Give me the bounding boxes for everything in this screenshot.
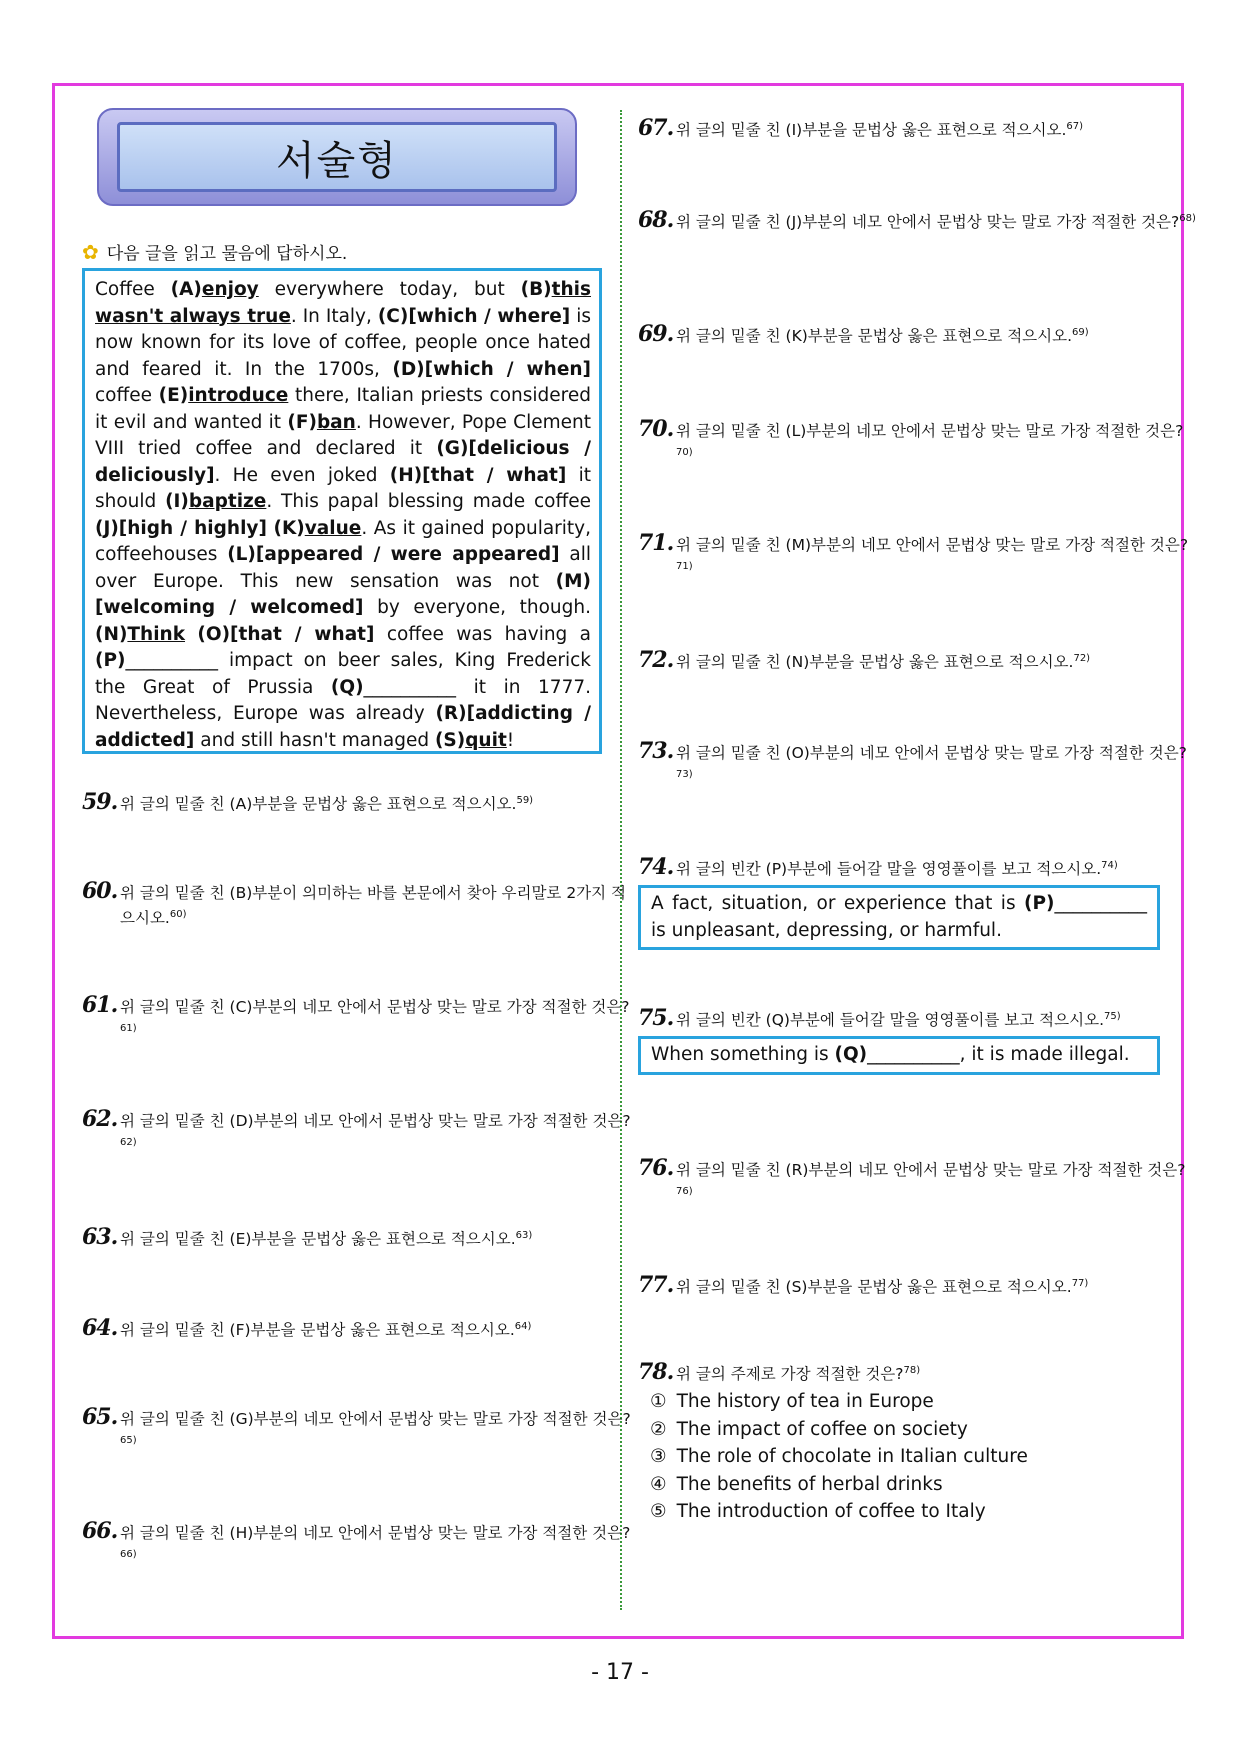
passage-segment: all over Europe. This new sensation was not [95,544,592,592]
passage-segment: introduce [188,385,289,406]
passage-segment: . As it gained popularity, coffeehouses [95,517,591,565]
passage-segment: . In Italy, [290,305,378,327]
passage-segment: everywhere today, but [258,279,521,300]
question-text: 위 글의 밑줄 친 (I)부분을 문법상 옳은 표현으로 적으시오. [676,121,1067,140]
question-number: 63. [82,1224,118,1251]
question-number: 60. [82,878,118,904]
question-text: 위 글의 밑줄 친 (A)부분을 문법상 옳은 표현으로 적으시오. [120,795,517,814]
option[interactable] [650,1416,1028,1444]
question-69 [638,322,1198,347]
definition-text: __________ is unpleasant, depressing, or harmful. [651,893,1147,941]
definition-text: A fact, situation, or experience that is [651,893,1025,914]
question-number: 77. [638,1272,674,1299]
question-text: 위 글의 밑줄 친 (E)부분을 문법상 옳은 표현으로 적으시오. [120,1230,516,1249]
question-text: 위 글의 밑줄 친 (R)부분의 네모 안에서 문법상 맞는 말로 가장 적절한 것은? [676,1161,1186,1179]
passage-segment: . This papal blessing made coffee [266,491,591,512]
page-number: - 17 - [591,1660,649,1685]
option-mark: ① [650,1391,667,1412]
option-mark: ⑤ [650,1501,667,1522]
question-number: 62. [82,1106,118,1132]
passage-segment: enjoy [201,279,259,300]
passage-segment: is now known for its love of coffee, people once hated and feared it. In the 1700s, [95,305,591,380]
question-71 [638,532,1198,581]
column-divider [620,110,622,1610]
question-text: 위 글의 밑줄 친 (O)부분의 네모 안에서 문법상 맞는 말로 가장 적절한 것은? [676,744,1187,762]
question-75 [638,1006,1198,1031]
blank-label: (Q) [834,1044,868,1065]
footnote-ref: 60) [169,909,187,920]
question-64 [82,1316,640,1341]
question-text: 위 글의 밑줄 친 (C)부분의 네모 안에서 문법상 맞는 말로 가장 적절한 것은? [120,998,630,1016]
question-text: 위 글의 밑줄 친 (K)부분을 문법상 옳은 표현으로 적으시오. [676,327,1073,346]
passage-segment: coffee was having a [374,623,591,645]
section-banner [97,108,577,206]
question-62 [82,1108,640,1157]
question-67 [638,116,1198,141]
question-text: 위 글의 빈칸 (P)부분에 들어갈 말을 영영풀이를 보고 적으시오. [676,860,1102,879]
option[interactable] [650,1388,1028,1416]
passage-segment: (E) [158,385,189,406]
question-number: 72. [638,647,674,674]
footnote-ref: 74) [1101,860,1118,871]
passage-segment: (B) [520,279,552,300]
reading-passage [82,268,602,754]
footnote-ref: 75) [1104,1011,1121,1022]
question-text: 위 글의 밑줄 친 (N)부분을 문법상 옳은 표현으로 적으시오. [676,653,1074,672]
question-number: 61. [82,992,118,1018]
passage-segment [185,624,197,645]
footnote-ref: 69) [1072,327,1089,338]
passage-segment: Think [127,623,186,645]
question-60 [82,880,640,929]
question-number: 71. [638,530,674,556]
question-70 [638,418,1198,467]
passage-segment: there, Italian priests considered it evil and wanted it [95,385,591,433]
passage-segment: (F) [287,411,317,433]
option-text: The history of tea in Europe [676,1391,934,1412]
question-63 [82,1225,640,1250]
passage-segment: ! [506,729,515,751]
option-text: The role of chocolate in Italian culture [676,1446,1028,1467]
question-number: 73. [638,738,674,764]
option-text: The introduction of coffee to Italy [676,1501,986,1522]
question-text: 위 글의 밑줄 친 (B)부분이 의미하는 바를 본문에서 찾아 우리말로 2가지 적으시오. [120,884,627,928]
question-text: 위 글의 빈칸 (Q)부분에 들어갈 말을 영영풀이를 보고 적으시오. [676,1011,1104,1030]
question-number: 74. [638,854,674,881]
question-61 [82,994,640,1043]
passage-segment: quit [465,729,507,751]
passage-segment: and still hasn't managed [194,729,435,751]
footnote-ref: 72) [1073,653,1091,664]
question-text: 위 글의 밑줄 친 (H)부분의 네모 안에서 문법상 맞는 말로 가장 적절한 것은? [120,1524,631,1542]
question-59 [82,790,640,815]
footnote-ref: 63) [515,1230,533,1241]
footnote-ref: 73) [676,769,693,780]
passage-segment: ban [316,411,356,433]
passage-segment: (R)[addicting / addicted] [95,703,592,751]
passage-segment: (N) [95,623,128,645]
passage-segment: (G)[delicious / deliciously] [95,438,591,486]
question-66 [82,1520,640,1569]
option-mark: ② [650,1418,667,1440]
question-78 [638,1360,1198,1385]
question-number: 66. [82,1518,118,1544]
question-65 [82,1406,640,1455]
passage-segment: __________ impact on beer sales, King Frederick the Great of Prussia [95,650,591,698]
question-text: 위 글의 밑줄 친 (G)부분의 네모 안에서 문법상 맞는 말로 가장 적절한 것은? [120,1410,631,1428]
footnote-ref: 76) [676,1186,693,1197]
question-number: 69. [638,321,674,348]
passage-segment: value [304,517,362,539]
question-number: 67. [638,115,674,142]
footnote-ref: 77) [1071,1278,1089,1289]
question-number: 64. [82,1315,118,1342]
instruction [82,239,347,264]
passage-segment: it should [95,464,591,512]
flower-icon: ✿ [82,239,99,264]
footnote-ref: 65) [120,1435,137,1446]
option[interactable] [650,1471,1028,1499]
footnote-ref: 68) [1179,213,1196,224]
question-74 [638,855,1198,880]
definition-text: When something is [651,1044,835,1065]
definition-text: __________, it is made illegal. [867,1044,1130,1065]
option-mark: ③ [650,1446,667,1467]
question-72 [638,648,1198,673]
option-text: The benefits of herbal drinks [676,1473,943,1495]
question-76 [638,1157,1198,1206]
passage-segment: (O)[that / what] [197,623,375,645]
footnote-ref: 59) [516,795,534,806]
question-number: 70. [638,416,674,442]
question-text: 위 글의 밑줄 친 (L)부분의 네모 안에서 문법상 맞는 말로 가장 적절한 것은? [676,422,1184,440]
question-text: 위 글의 주제로 가장 적절한 것은? [676,1365,904,1384]
question-number: 78. [638,1359,674,1386]
passage-segment: (H)[that / what] [389,464,567,486]
definition-box-q [638,1036,1160,1075]
passage-segment: (A) [170,279,202,300]
passage-segment: (K) [273,517,305,539]
question-73 [638,740,1198,789]
passage-segment: . However, Pope Clement VIII tried coffee and declared it [95,411,591,459]
option[interactable] [650,1498,1028,1526]
passage-segment: (D)[which / when] [392,358,591,380]
passage-segment: (J)[high / highly] [95,517,267,539]
footnote-ref: 71) [676,561,693,572]
footnote-ref: 62) [120,1137,137,1148]
passage-segment: Coffee [95,279,171,300]
section-banner-inner [117,122,557,192]
option-mark: ④ [650,1473,667,1495]
question-text: 위 글의 밑줄 친 (D)부분의 네모 안에서 문법상 맞는 말로 가장 적절한 것은? [120,1112,631,1130]
passage-segment: coffee [95,385,159,406]
answer-options [650,1388,1028,1526]
option-text: The impact of coffee on society [676,1418,968,1440]
passage-segment: by everyone, though. [363,597,591,618]
question-68 [638,208,1198,233]
question-number: 75. [638,1005,674,1032]
question-number: 76. [638,1155,674,1181]
question-text: 위 글의 밑줄 친 (S)부분을 문법상 옳은 표현으로 적으시오. [676,1278,1072,1297]
question-number: 65. [82,1404,118,1430]
passage-segment: (M)[welcoming / welcomed] [95,570,591,618]
question-text: 위 글의 밑줄 친 (F)부분을 문법상 옳은 표현으로 적으시오. [120,1321,515,1340]
section-title: 서술형 [276,137,398,184]
passage-segment: (S) [434,729,466,751]
footnote-ref: 66) [120,1549,137,1560]
definition-box-p [638,885,1160,950]
passage-segment: (I) [165,491,189,512]
question-text: 위 글의 밑줄 친 (J)부분의 네모 안에서 문법상 맞는 말로 가장 적절한 것은? [676,213,1180,232]
passage-segment: (P) [95,650,126,671]
instruction-text: 다음 글을 읽고 물음에 답하시오. [106,244,348,264]
passage-segment: (Q) [330,676,364,698]
question-number: 59. [82,789,118,816]
option[interactable] [650,1443,1028,1471]
footnote-ref: 78) [903,1365,921,1376]
question-77 [638,1273,1198,1298]
footnote-ref: 61) [120,1023,137,1034]
footnote-ref: 64) [514,1321,532,1332]
passage-segment: baptize [188,491,267,512]
footnote-ref: 67) [1066,121,1084,132]
footnote-ref: 70) [676,447,693,458]
blank-label: (P) [1024,893,1055,914]
passage-segment: (L)[appeared / were appeared] [227,544,560,565]
passage-segment: . He even joked [214,464,390,486]
question-number: 68. [638,207,674,234]
passage-segment: __________ it in 1777. Nevertheless, Europe was already [95,676,591,724]
question-text: 위 글의 밑줄 친 (M)부분의 네모 안에서 문법상 맞는 말로 가장 적절한 것은? [676,536,1189,554]
passage-segment: (C)[which / where] [377,305,571,327]
passage-segment: this wasn't always true [95,279,591,327]
